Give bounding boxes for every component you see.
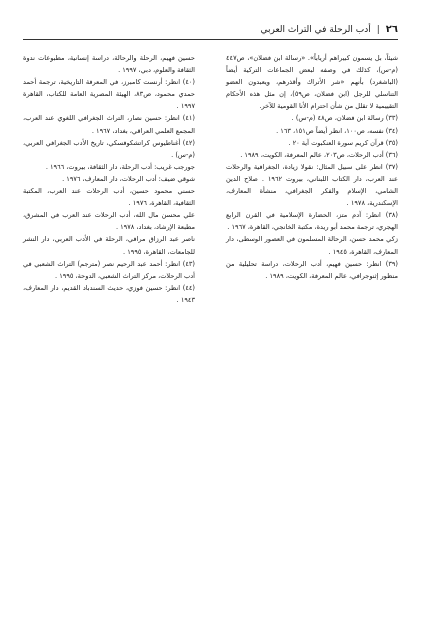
right-column [226, 52, 398, 306]
footnote-paragraph: (٣٩) انظر: حسين فهيم، أدب الرحلات، دراسة تحليلية من منظور إثنوجرافي، عالم المعرفة، الكويت، ١٩٨٩ . [226, 259, 398, 280]
footnote-paragraph: ناصر عبد الرزاق مرافي، الرحلة في الأدب العربي، دار النشر للجامعات، القاهرة، ١٩٩٥ . [23, 235, 195, 256]
footnote-paragraph: حسين فهيم، الرحلة والرحالة، دراسة إنسانية، مطبوعات ندوة الثقافة والعلوم، دبي، ١٩٩٧ . [23, 54, 195, 75]
footnote-paragraph: شوقي ضيف: أدب الرحلات، دار المعارف، ١٩٧٦ . [62, 174, 195, 183]
running-header [23, 20, 398, 36]
footnote-paragraph: حسني محمود حسين، أدب الرحلات عند العرب، المكتبة الثقافية، القاهرة، ١٩٧٦ . [23, 187, 195, 208]
footnote-paragraph: (٣٣) رسالة ابن فضلان، ص٤٨ (م-س) . [291, 114, 398, 123]
footnote-paragraph: (٤١) انظر: حسين نصار، التراث الجغرافي اللغوي عند العرب، المجمع العلمي العراقي، بغداد، ١٩٦٧ . [23, 114, 195, 135]
footnote-paragraph: (٤٢) أغناطيوس كراتشكوفسكي، تاريخ الأدب الجغرافي العربي، (م-س) . [23, 138, 195, 159]
footnote-paragraph: (٣٦) أدب الرحلات، ص٢٠٣، عالم المعرفة، الكويت، ١٩٨٩ . [240, 150, 398, 159]
header-rule [23, 39, 398, 40]
footnote-paragraph: علي محسن مال الله، أدب الرحلات عند العرب في المشرق، مطبعة الإرشاد، بغداد، ١٩٧٨ . [23, 211, 195, 232]
footnote-paragraph: جورجب غريب: أدب الرحلة، دار الثقافة، بيروت، ١٩٦٦ . [45, 162, 195, 171]
footnote-paragraph: زكي محمد حسن، الرحالة المسلمون في العصور الوسطى، دار المعارف، القاهرة، ١٩٤٥ . [226, 235, 398, 256]
footnote-paragraph: شيئاً، بل يسمون كبيراهم أرياباً». «رسالة ابن فضلان»، ص٤٤٧ (م-س)، كذلك في وصفه لبعض الجماعات التركية أيضاً (الباشغرد) بأنهم «شر الأتراك وأقذرهم، ويعبدون العضو التناسلي للرجل (ابن فضلان، ص٥٩)، إن مثل هذه الأحكام التقييمية لا تقلل من شأن احترام الأنا القومية للآخر. [226, 54, 398, 111]
footnote-paragraph: (٤٤) انظر: حسين فوزي، حديث السندباد القديم، دار المعارف، ١٩٤٣ . [23, 283, 195, 304]
notes-columns [23, 52, 398, 306]
footnote-paragraph: (٤٠) انظر: أرنست كامبرز، في المعرفة التاريخية، ترجمة أحمد حمدي محمود، ص٨٣، الهيئة المصرية العامة للكتاب، القاهرة ١٩٩٧ . [23, 78, 196, 111]
header-separator: | [376, 25, 380, 35]
footnote-paragraph: (٣٤) نفسه، ص١٠٠، انظر أيضاً ص١٥١، ١٦٣ . [276, 126, 398, 135]
footnote-paragraph: (٤٣) انظر: أحمد عبد الرحيم نصر (مترجم) التراث الشعبي في أدب الرحلات، مركز التراث الشعبي، الدوحة، ١٩٩٥ . [23, 259, 195, 280]
left-column [23, 52, 195, 306]
page-number: ٢٦ [385, 24, 398, 35]
footnote-paragraph: (٣٧) انظر على سبيل المثال: نقولا زيادة، الجغرافية والرحلات عند العرب، دار الكتاب اللبناني، بيروت ١٩٦٢ . صلاح الدين الشامي، الإسلام والفكر الجغرافي، منشأة المعارف، الإسكندرية، ١٩٧٨ . [226, 162, 398, 208]
running-title: أدب الرحلة في التراث العربي [260, 25, 371, 35]
footnote-paragraph: (٣٨) انظر: آدم متز، الحضارة الإسلامية في القرن الرابع الهجري، ترجمة محمد أبو ريدة، مكتبة الخانجي، القاهرة، ١٩٦٧ . [226, 211, 398, 232]
footnote-paragraph: (٣٥) قرآن كريم سورة العنكبوت آية ٢٠ . [288, 138, 398, 147]
